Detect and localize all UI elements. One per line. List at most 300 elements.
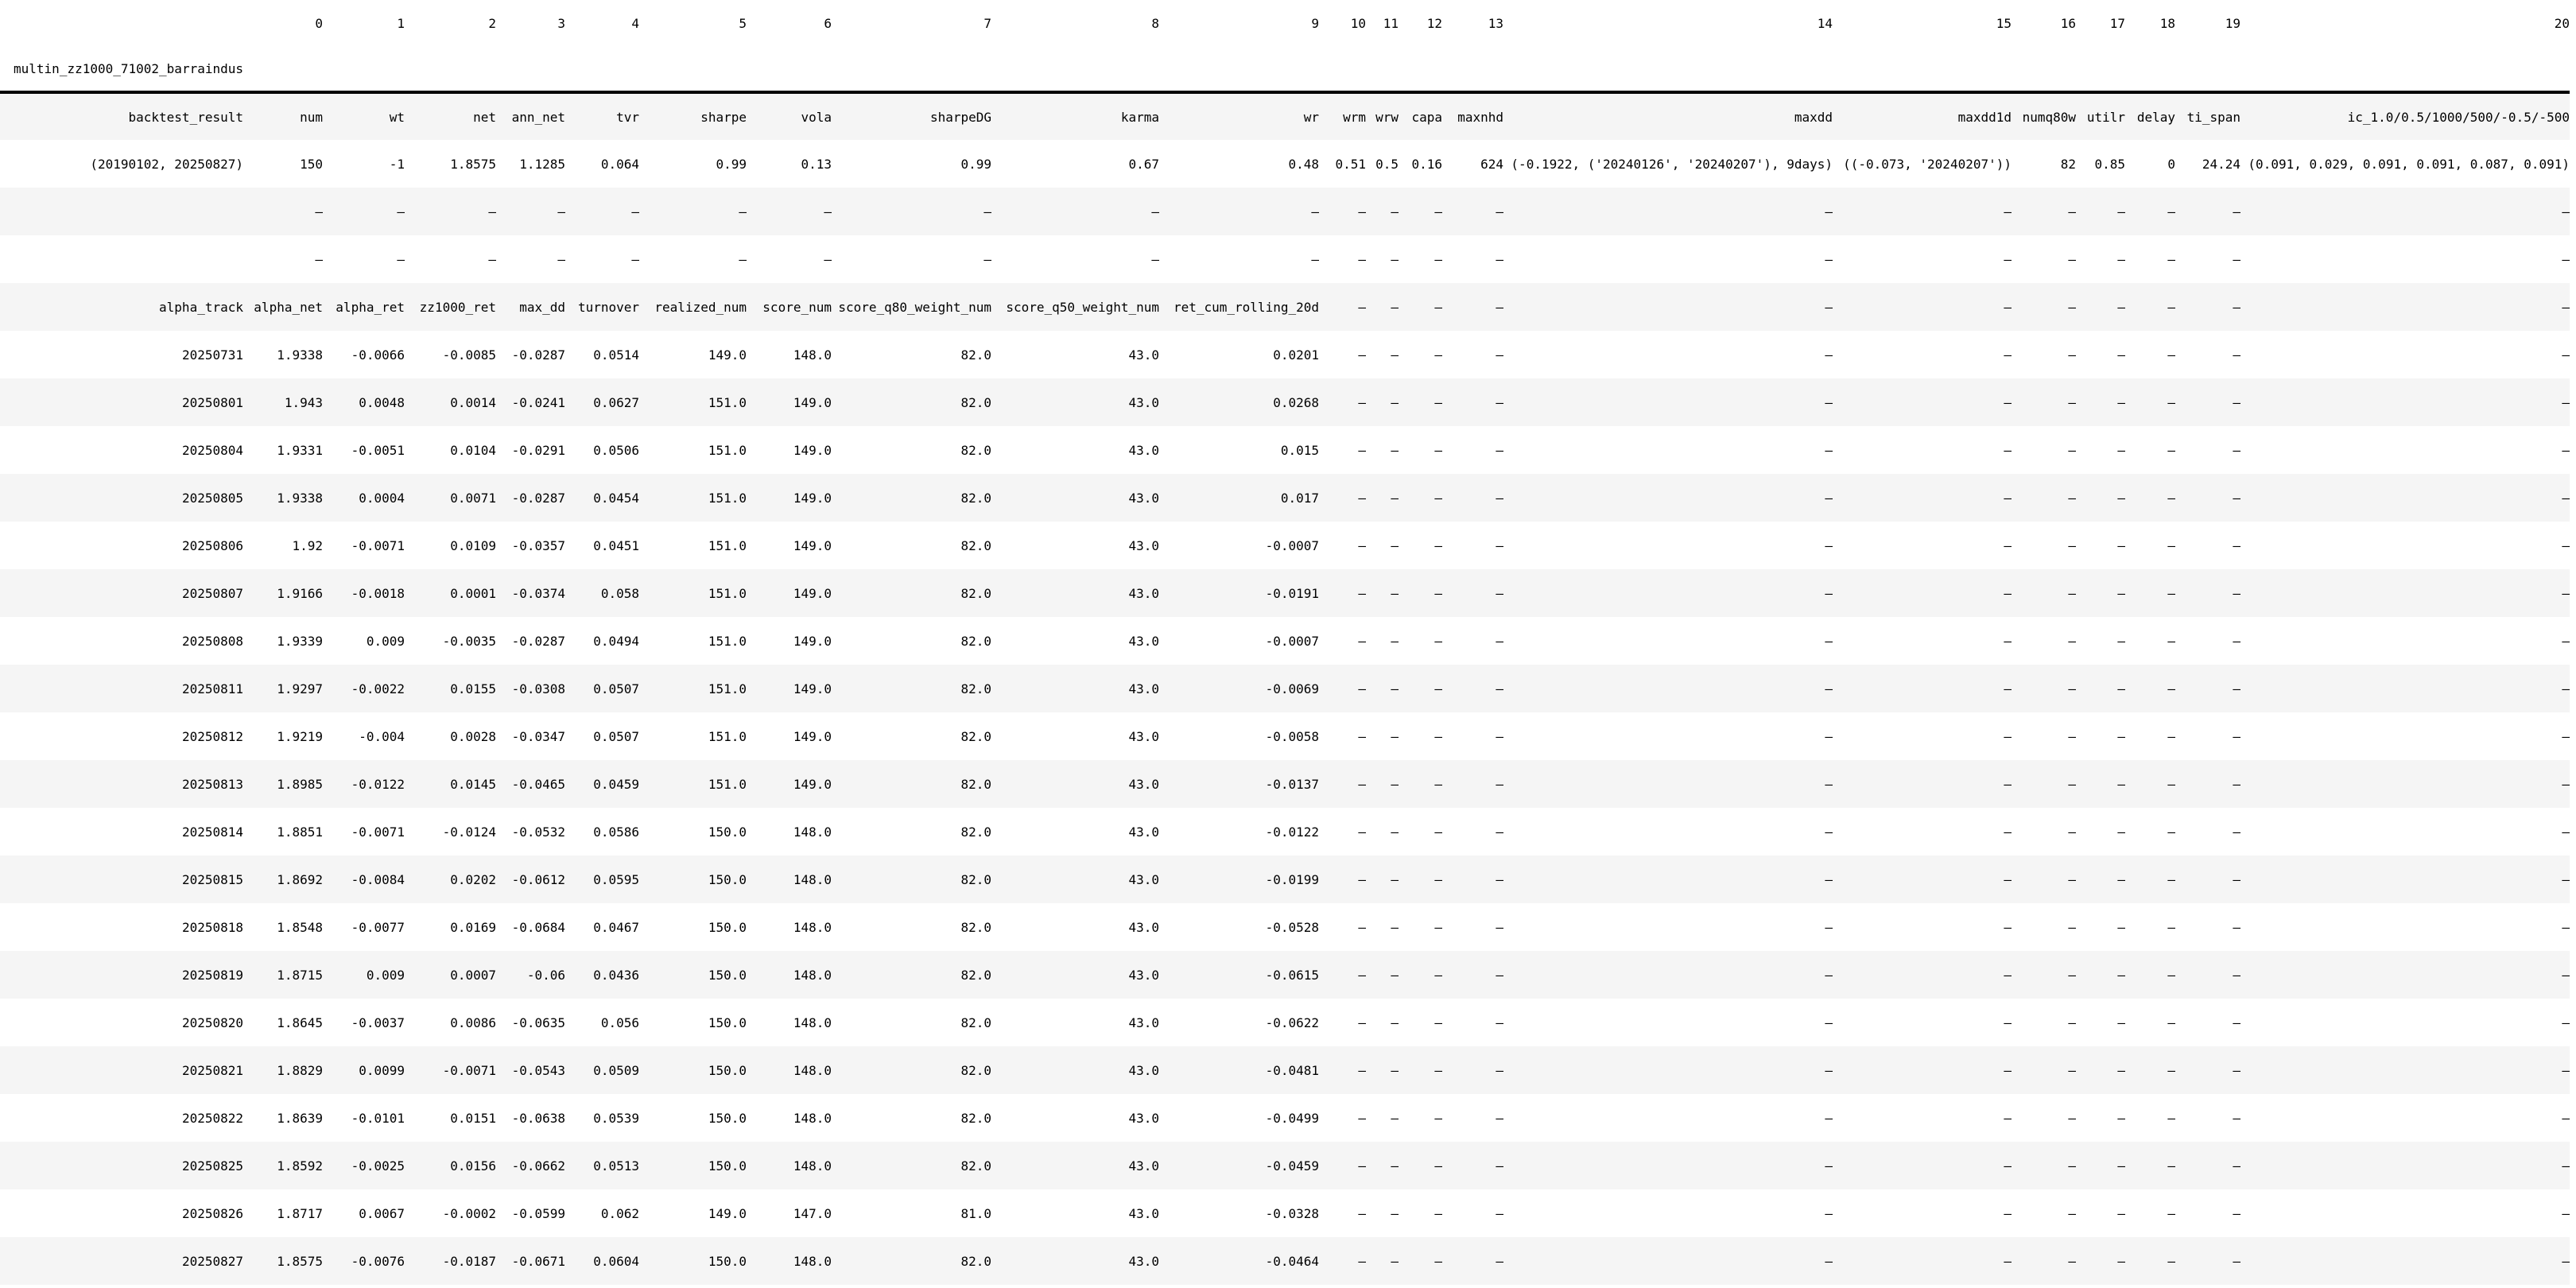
table-cell: — bbox=[2068, 251, 2076, 267]
table-cell: 82.0 bbox=[960, 633, 991, 649]
table-cell: — bbox=[1391, 776, 1399, 792]
column-index: 18 bbox=[2125, 0, 2175, 46]
table-cell: 1.8548 bbox=[277, 919, 323, 935]
table-cell: — bbox=[2117, 1062, 2125, 1078]
table-cell: — bbox=[1358, 633, 1366, 649]
column-index: 1 bbox=[323, 0, 405, 46]
table-cell: 150.0 bbox=[708, 1062, 747, 1078]
table-cell: — bbox=[397, 204, 405, 219]
table-cell: -0.0191 bbox=[1265, 585, 1319, 601]
table-cell: — bbox=[1496, 1062, 1503, 1078]
table-cell: 151.0 bbox=[708, 633, 747, 649]
table-cell: -0.0051 bbox=[351, 442, 405, 458]
table-cell: — bbox=[2233, 967, 2240, 983]
table-cell: -0.0071 bbox=[351, 537, 405, 553]
table-cell: — bbox=[2068, 204, 2076, 219]
table-cell: — bbox=[2117, 204, 2125, 219]
table-row bbox=[0, 665, 2570, 712]
table-cell: -0.0291 bbox=[511, 442, 565, 458]
table-cell: 0.99 bbox=[716, 156, 747, 172]
table-cell: 148.0 bbox=[793, 871, 832, 887]
table-cell: -0.0122 bbox=[351, 776, 405, 792]
table-cell: 0.0604 bbox=[593, 1253, 639, 1269]
table-cell: -0.0101 bbox=[351, 1110, 405, 1126]
table-cell: — bbox=[2068, 1253, 2076, 1269]
table-cell: -0.0084 bbox=[351, 871, 405, 887]
index-column-spacer bbox=[0, 0, 243, 46]
table-cell: — bbox=[983, 251, 991, 267]
table-cell: — bbox=[1434, 204, 1442, 219]
table-cell: — bbox=[1825, 1158, 1833, 1174]
table-cell: 151.0 bbox=[708, 585, 747, 601]
table-cell: — bbox=[1434, 1014, 1442, 1030]
table-cell: — bbox=[1391, 919, 1399, 935]
table-cell: — bbox=[1358, 442, 1366, 458]
table-cell: — bbox=[1358, 537, 1366, 553]
table-cell: — bbox=[1434, 251, 1442, 267]
table-cell: score_num bbox=[762, 299, 832, 315]
column-index: 11 bbox=[1366, 0, 1399, 46]
table-cell: 1.8639 bbox=[277, 1110, 323, 1126]
table-cell: — bbox=[2004, 824, 2012, 840]
table-cell: -0.0137 bbox=[1265, 776, 1319, 792]
table-cell: 0.0004 bbox=[359, 490, 405, 506]
table-cell: — bbox=[2004, 681, 2012, 696]
table-cell: 149.0 bbox=[793, 681, 832, 696]
table-cell: — bbox=[2117, 1014, 2125, 1030]
table-cell: — bbox=[488, 204, 496, 219]
table-cell: 0.0467 bbox=[593, 919, 639, 935]
table-cell: 0.0099 bbox=[359, 1062, 405, 1078]
column-index: 19 bbox=[2175, 0, 2240, 46]
column-index: 6 bbox=[747, 0, 832, 46]
table-cell: — bbox=[2068, 824, 2076, 840]
table-cell: 82.0 bbox=[960, 681, 991, 696]
table-cell: — bbox=[1391, 1205, 1399, 1221]
table-cell: 1.8715 bbox=[277, 967, 323, 983]
table-cell: — bbox=[2233, 1110, 2240, 1126]
table-cell: — bbox=[2562, 728, 2570, 744]
table-cell: — bbox=[824, 251, 832, 267]
table-cell: — bbox=[1434, 347, 1442, 363]
table-cell: — bbox=[1496, 728, 1503, 744]
table-cell: 0.0586 bbox=[593, 824, 639, 840]
row-index-cell bbox=[0, 235, 243, 283]
table-cell: 0.056 bbox=[600, 1014, 639, 1030]
table-cell: — bbox=[1825, 490, 1833, 506]
table-cell: 150.0 bbox=[708, 919, 747, 935]
table-cell: 82.0 bbox=[960, 347, 991, 363]
table-cell: 0.0156 bbox=[450, 1158, 496, 1174]
row-index-cell: 20250805 bbox=[181, 490, 243, 506]
table-cell: — bbox=[1434, 1062, 1442, 1078]
table-cell: — bbox=[2562, 442, 2570, 458]
table-cell: — bbox=[2562, 967, 2570, 983]
table-cell: — bbox=[1496, 204, 1503, 219]
table-cell: — bbox=[2068, 776, 2076, 792]
table-cell: — bbox=[1825, 1014, 1833, 1030]
table-cell: -0.0037 bbox=[351, 1014, 405, 1030]
title-row-spacer bbox=[2125, 46, 2175, 92]
table-cell: 0.058 bbox=[600, 585, 639, 601]
table-cell: — bbox=[631, 204, 639, 219]
table-cell: (-0.1922, ('20240126', '20240207'), 9days) bbox=[1511, 156, 1833, 172]
table-cell: — bbox=[1825, 681, 1833, 696]
table-cell: — bbox=[1825, 1253, 1833, 1269]
table-cell: — bbox=[2233, 1014, 2240, 1030]
title-row-spacer bbox=[2175, 46, 2240, 92]
table-cell: — bbox=[1358, 394, 1366, 410]
table-cell: realized_num bbox=[654, 299, 747, 315]
table-cell: 0.0268 bbox=[1273, 394, 1319, 410]
table-cell: 149.0 bbox=[708, 1205, 747, 1221]
table-cell: — bbox=[2117, 299, 2125, 315]
table-cell: 43.0 bbox=[1128, 919, 1159, 935]
table-cell: — bbox=[2117, 1110, 2125, 1126]
table-cell: 148.0 bbox=[793, 824, 832, 840]
table-cell: 43.0 bbox=[1128, 728, 1159, 744]
table-cell: -0.06 bbox=[526, 967, 565, 983]
table-cell: — bbox=[631, 251, 639, 267]
table-cell: — bbox=[1391, 681, 1399, 696]
table-cell: — bbox=[1391, 824, 1399, 840]
table-row bbox=[0, 951, 2570, 999]
table-cell: 0.0506 bbox=[593, 442, 639, 458]
table-cell: — bbox=[1311, 251, 1319, 267]
table-cell: — bbox=[1496, 824, 1503, 840]
table-cell: — bbox=[1496, 442, 1503, 458]
table-cell: 0.0454 bbox=[593, 490, 639, 506]
table-cell: — bbox=[1434, 967, 1442, 983]
table-cell: — bbox=[1358, 585, 1366, 601]
table-cell: — bbox=[2117, 585, 2125, 601]
table-cell: — bbox=[2233, 585, 2240, 601]
column-index: 7 bbox=[832, 0, 991, 46]
column-index: 9 bbox=[1159, 0, 1319, 46]
table-cell: — bbox=[2562, 251, 2570, 267]
table-cell: — bbox=[2167, 251, 2175, 267]
table-cell: 1.9331 bbox=[277, 442, 323, 458]
table-cell: -0.0199 bbox=[1265, 871, 1319, 887]
table-cell: — bbox=[1358, 1158, 1366, 1174]
table-cell: — bbox=[2068, 537, 2076, 553]
table-cell: 0.0436 bbox=[593, 967, 639, 983]
table-cell: — bbox=[1358, 1253, 1366, 1269]
table-cell: — bbox=[2167, 299, 2175, 315]
table-cell: 0.0507 bbox=[593, 681, 639, 696]
table-cell: 1.8851 bbox=[277, 824, 323, 840]
table-cell: — bbox=[1825, 919, 1833, 935]
table-cell: — bbox=[2562, 1062, 2570, 1078]
table-cell: — bbox=[1496, 776, 1503, 792]
table-cell: -0.0002 bbox=[442, 1205, 496, 1221]
table-cell: — bbox=[2117, 490, 2125, 506]
title-row-spacer bbox=[639, 46, 747, 92]
table-cell: — bbox=[2233, 537, 2240, 553]
table-cell: — bbox=[1358, 824, 1366, 840]
table-cell: — bbox=[1496, 347, 1503, 363]
table-cell: 624 bbox=[1480, 156, 1503, 172]
table-cell: — bbox=[2562, 204, 2570, 219]
table-cell: — bbox=[2117, 537, 2125, 553]
table-cell: — bbox=[1391, 204, 1399, 219]
table-cell: — bbox=[1391, 967, 1399, 983]
table-cell: 1.8592 bbox=[277, 1158, 323, 1174]
table-cell: — bbox=[1825, 1110, 1833, 1126]
table-cell: — bbox=[1434, 537, 1442, 553]
row-index-cell: 20250826 bbox=[181, 1205, 243, 1221]
table-row bbox=[0, 474, 2570, 522]
table-cell: 0.0014 bbox=[450, 394, 496, 410]
table-cell: wr bbox=[1303, 109, 1319, 125]
row-index-cell: (20190102, 20250827) bbox=[90, 156, 243, 172]
table-cell: 43.0 bbox=[1128, 824, 1159, 840]
table-cell: 0.0201 bbox=[1273, 347, 1319, 363]
column-index: 3 bbox=[496, 0, 565, 46]
row-index-cell: 20250822 bbox=[181, 1110, 243, 1126]
table-cell: — bbox=[2233, 204, 2240, 219]
table-row bbox=[0, 808, 2570, 855]
table-cell: 1.9339 bbox=[277, 633, 323, 649]
table-row bbox=[0, 1142, 2570, 1189]
table-cell: — bbox=[2068, 299, 2076, 315]
column-index: 12 bbox=[1399, 0, 1442, 46]
table-cell: — bbox=[1434, 394, 1442, 410]
table-cell: — bbox=[1496, 585, 1503, 601]
table-cell: — bbox=[2068, 967, 2076, 983]
table-cell: — bbox=[2117, 347, 2125, 363]
table-cell: -0.0499 bbox=[1265, 1110, 1319, 1126]
table-cell: 151.0 bbox=[708, 776, 747, 792]
table-cell: 43.0 bbox=[1128, 871, 1159, 887]
column-index: 2 bbox=[405, 0, 496, 46]
table-cell: — bbox=[2068, 1205, 2076, 1221]
table-cell: — bbox=[1391, 537, 1399, 553]
row-index-cell: 20250820 bbox=[181, 1014, 243, 1030]
title-row-spacer bbox=[2012, 46, 2076, 92]
table-cell: — bbox=[2068, 919, 2076, 935]
table-cell: — bbox=[2167, 537, 2175, 553]
table-cell: 0.51 bbox=[1335, 156, 1366, 172]
table-cell: 43.0 bbox=[1128, 490, 1159, 506]
table-cell: -0.0085 bbox=[442, 347, 496, 363]
table-cell: -0.0615 bbox=[1265, 967, 1319, 983]
table-row bbox=[0, 378, 2570, 426]
table-cell: 150.0 bbox=[708, 871, 747, 887]
table-cell: -0.0464 bbox=[1265, 1253, 1319, 1269]
table-cell: — bbox=[2068, 394, 2076, 410]
table-cell: — bbox=[1434, 1253, 1442, 1269]
table-cell: wrm bbox=[1343, 109, 1366, 125]
table-cell: — bbox=[1151, 251, 1159, 267]
table-cell: — bbox=[1358, 1062, 1366, 1078]
title-row-spacer bbox=[2076, 46, 2125, 92]
title-row-spacer bbox=[243, 46, 323, 92]
table-row bbox=[0, 1237, 2570, 1285]
table-cell: — bbox=[1391, 442, 1399, 458]
table-cell: — bbox=[2233, 728, 2240, 744]
row-index-cell: 20250731 bbox=[181, 347, 243, 363]
row-index-cell: 20250812 bbox=[181, 728, 243, 744]
table-header bbox=[0, 0, 2570, 92]
table-cell: 43.0 bbox=[1128, 1158, 1159, 1174]
table-cell: 0.0109 bbox=[450, 537, 496, 553]
table-cell: — bbox=[2117, 251, 2125, 267]
table-cell: -0.0287 bbox=[511, 490, 565, 506]
table-cell: — bbox=[1496, 251, 1503, 267]
table-cell: -0.0532 bbox=[511, 824, 565, 840]
table-cell: delay bbox=[2136, 109, 2175, 125]
table-cell: 1.1285 bbox=[519, 156, 565, 172]
table-row bbox=[0, 522, 2570, 569]
table-cell: — bbox=[2117, 776, 2125, 792]
table-cell: 0.015 bbox=[1280, 442, 1319, 458]
table-cell: — bbox=[2167, 871, 2175, 887]
table-cell: -0.0308 bbox=[511, 681, 565, 696]
table-cell: 149.0 bbox=[793, 776, 832, 792]
table-cell: 149.0 bbox=[793, 728, 832, 744]
table-cell: 82.0 bbox=[960, 1253, 991, 1269]
table-cell: — bbox=[2562, 871, 2570, 887]
table-cell: 148.0 bbox=[793, 1253, 832, 1269]
table-cell: 0.0086 bbox=[450, 1014, 496, 1030]
table-cell: maxnhd bbox=[1457, 109, 1503, 125]
table-cell: — bbox=[1496, 1253, 1503, 1269]
table-cell: — bbox=[1496, 871, 1503, 887]
table-cell: — bbox=[2117, 442, 2125, 458]
table-cell: sharpe bbox=[700, 109, 747, 125]
table-cell: — bbox=[1358, 251, 1366, 267]
table-cell: 149.0 bbox=[793, 537, 832, 553]
table-cell: score_q50_weight_num bbox=[1006, 299, 1159, 315]
table-cell: — bbox=[2233, 394, 2240, 410]
table-cell: 150.0 bbox=[708, 1158, 747, 1174]
table-cell: — bbox=[2004, 967, 2012, 983]
table-cell: 0.0151 bbox=[450, 1110, 496, 1126]
table-row bbox=[0, 426, 2570, 474]
table-cell: — bbox=[315, 204, 323, 219]
table-cell: — bbox=[1391, 1110, 1399, 1126]
table-cell: — bbox=[2562, 299, 2570, 315]
table-cell: 148.0 bbox=[793, 1110, 832, 1126]
table-cell: — bbox=[2117, 1158, 2125, 1174]
table-cell: — bbox=[2562, 1158, 2570, 1174]
table-cell: — bbox=[1825, 347, 1833, 363]
table-row bbox=[0, 235, 2570, 283]
table-row bbox=[0, 331, 2570, 378]
table-cell: — bbox=[1391, 251, 1399, 267]
table-cell: 82.0 bbox=[960, 1158, 991, 1174]
table-cell: — bbox=[1358, 776, 1366, 792]
table-cell: — bbox=[2117, 681, 2125, 696]
table-cell: 1.9166 bbox=[277, 585, 323, 601]
table-cell: -0.0122 bbox=[1265, 824, 1319, 840]
table-cell: -0.0528 bbox=[1265, 919, 1319, 935]
table-cell: 150.0 bbox=[708, 1014, 747, 1030]
table-cell: — bbox=[2068, 442, 2076, 458]
table-cell: 150.0 bbox=[708, 1253, 747, 1269]
table-cell: 151.0 bbox=[708, 442, 747, 458]
table-cell: — bbox=[1825, 394, 1833, 410]
table-cell: — bbox=[2167, 394, 2175, 410]
table-cell: alpha_ret bbox=[336, 299, 405, 315]
table-cell: — bbox=[2004, 1205, 2012, 1221]
table-cell: (0.091, 0.029, 0.091, 0.091, 0.087, 0.091) bbox=[2248, 156, 2570, 172]
table-cell: — bbox=[1434, 585, 1442, 601]
table-cell: — bbox=[1496, 1014, 1503, 1030]
table-cell: — bbox=[1358, 1205, 1366, 1221]
table-cell: — bbox=[1496, 633, 1503, 649]
table-cell: — bbox=[2117, 871, 2125, 887]
table-cell: — bbox=[2004, 347, 2012, 363]
table-cell: 0.0104 bbox=[450, 442, 496, 458]
table-cell: 0.5 bbox=[1375, 156, 1399, 172]
table-row bbox=[0, 188, 2570, 235]
table-cell: — bbox=[2562, 824, 2570, 840]
table-cell: 82.0 bbox=[960, 1014, 991, 1030]
table-row bbox=[0, 1094, 2570, 1142]
table-cell: 1.9338 bbox=[277, 347, 323, 363]
table-cell: — bbox=[2233, 251, 2240, 267]
table-cell: 150.0 bbox=[708, 824, 747, 840]
table-cell: 82.0 bbox=[960, 442, 991, 458]
table-cell: — bbox=[1825, 537, 1833, 553]
table-cell: — bbox=[2004, 871, 2012, 887]
table-cell: — bbox=[2562, 347, 2570, 363]
table-cell: -0.0543 bbox=[511, 1062, 565, 1078]
row-index-cell: 20250806 bbox=[181, 537, 243, 553]
table-cell: — bbox=[1311, 204, 1319, 219]
table-cell: 0.062 bbox=[600, 1205, 639, 1221]
table-cell: 0.16 bbox=[1411, 156, 1442, 172]
table-cell: — bbox=[2233, 919, 2240, 935]
table-cell: — bbox=[1434, 728, 1442, 744]
table-cell: 0.0028 bbox=[450, 728, 496, 744]
table-cell: 0.0202 bbox=[450, 871, 496, 887]
title-row-spacer bbox=[1503, 46, 1833, 92]
table-cell: -0.0066 bbox=[351, 347, 405, 363]
table-cell: 150 bbox=[300, 156, 323, 172]
table-cell: 0.0494 bbox=[593, 633, 639, 649]
table-cell: — bbox=[2562, 585, 2570, 601]
table-cell: — bbox=[2233, 824, 2240, 840]
table-cell: — bbox=[2167, 442, 2175, 458]
table-cell: capa bbox=[1411, 109, 1442, 125]
table-cell: — bbox=[2117, 919, 2125, 935]
table-cell: 0.67 bbox=[1128, 156, 1159, 172]
table-cell: — bbox=[2562, 1205, 2570, 1221]
table-cell: 43.0 bbox=[1128, 1253, 1159, 1269]
table-cell: — bbox=[2167, 1062, 2175, 1078]
table-cell: — bbox=[1358, 299, 1366, 315]
table-cell: 0.0145 bbox=[450, 776, 496, 792]
row-index-cell: 20250808 bbox=[181, 633, 243, 649]
table-cell: — bbox=[2233, 490, 2240, 506]
table-cell: ic_1.0/0.5/1000/500/-0.5/-500 bbox=[2347, 109, 2570, 125]
table-cell: — bbox=[2117, 394, 2125, 410]
table-cell: ((-0.073, '20240207')) bbox=[1843, 156, 2012, 172]
table-cell: — bbox=[2068, 1110, 2076, 1126]
title-row-spacer bbox=[1319, 46, 1366, 92]
table-cell: — bbox=[1496, 299, 1503, 315]
table-cell: — bbox=[1434, 681, 1442, 696]
row-index-cell bbox=[0, 188, 243, 235]
table-cell: — bbox=[739, 204, 747, 219]
table-cell: — bbox=[2167, 1014, 2175, 1030]
table-cell: — bbox=[2233, 1158, 2240, 1174]
table-cell: — bbox=[1825, 824, 1833, 840]
table-cell: — bbox=[1434, 299, 1442, 315]
